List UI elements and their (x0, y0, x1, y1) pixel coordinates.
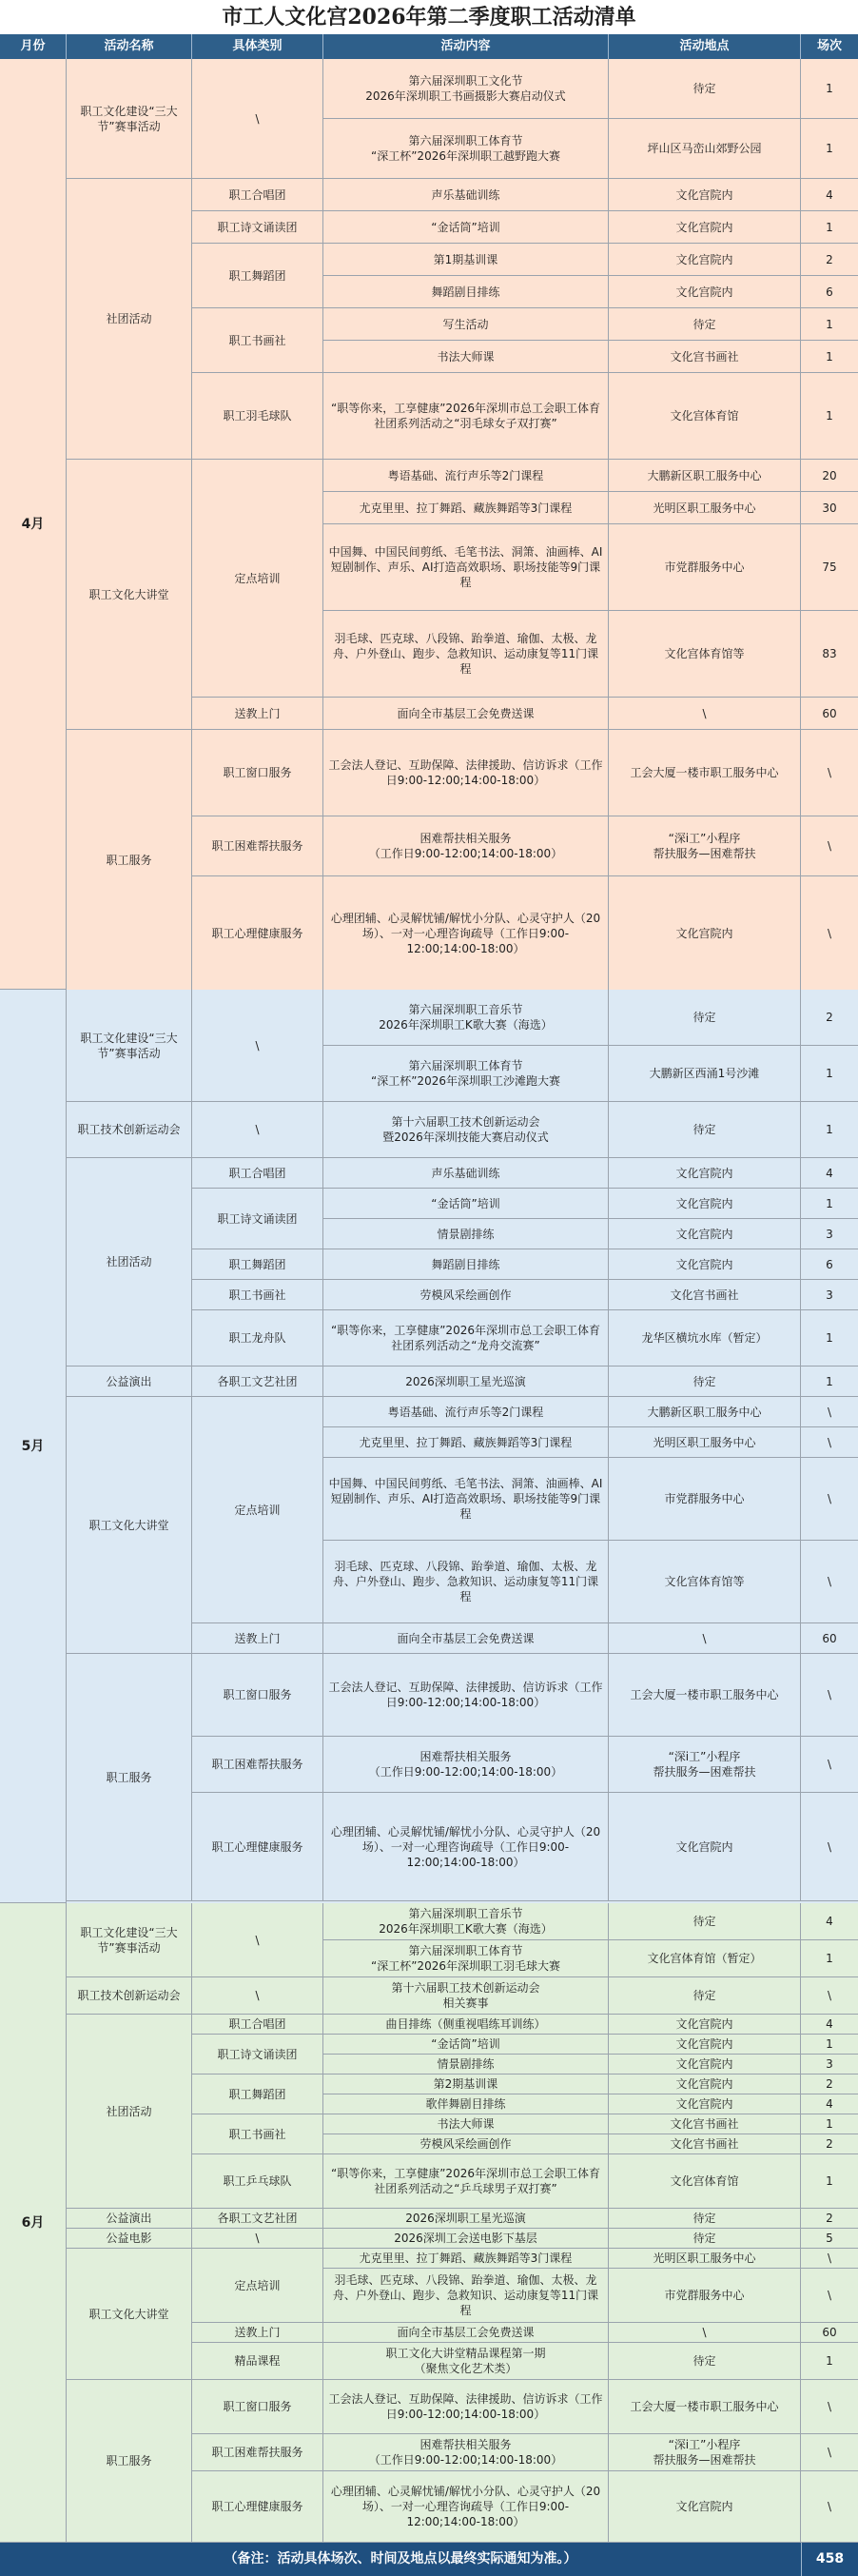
activity-place: 待定 (609, 2229, 801, 2249)
activity-place: \ (609, 698, 801, 730)
session-count: \ (801, 876, 858, 991)
activity-place: 大鹏新区职工服务中心 (609, 460, 801, 492)
activity-category: 送教上门 (192, 1623, 323, 1654)
activity-content: 心理团辅、心灵解忧铺/解忧小分队、心灵守护人（20场）、一对一心理咨询疏导（工作日9:00-12:00;14:00-18:00） (323, 1793, 609, 1901)
session-count: 60 (801, 1623, 858, 1654)
activity-category: 职工龙舟队 (192, 1310, 323, 1367)
activity-place: 文化宫体育馆 (609, 2154, 801, 2209)
activity-place: \ (609, 2323, 801, 2343)
activity-content: 困难帮扶相关服务 （工作日9:00-12:00;14:00-18:00） (323, 816, 609, 876)
activity-content: 第十六届职工技术创新运动会 相关赛事 (323, 1977, 609, 2015)
activity-category: 职工书画社 (192, 1280, 323, 1310)
session-count: \ (801, 1977, 858, 2015)
activity-place: 文化宫院内 (609, 1219, 801, 1249)
activity-place: 光明区职工服务中心 (609, 492, 801, 524)
activity-place: 文化宫院内 (609, 179, 801, 211)
activity-name: 职工文化建设“三大节”赛事活动 (67, 1903, 192, 1977)
session-count: \ (801, 1458, 858, 1541)
activity-name: 职工文化建设“三大节”赛事活动 (67, 59, 192, 179)
activity-category: \ (192, 1102, 323, 1158)
activity-place: 文化宫院内 (609, 876, 801, 991)
activity-name: 社团活动 (67, 179, 192, 460)
activity-category: 职工乒乓球队 (192, 2154, 323, 2209)
activity-content: 书法大师课 (323, 2114, 609, 2134)
activity-place: 市党群服务中心 (609, 1458, 801, 1541)
session-count: 4 (801, 179, 858, 211)
activity-content: 中国舞、中国民间剪纸、毛笔书法、洞箫、油画棒、AI短剧制作、声乐、AI打造高效职场、职场技能等9门课程 (323, 1458, 609, 1541)
activity-content: 书法大师课 (323, 341, 609, 373)
activity-content: 第六届深圳职工音乐节 2026年深圳职工K歌大赛（海选） (323, 990, 609, 1046)
session-count: 6 (801, 1249, 858, 1280)
month-section (0, 1903, 858, 2543)
activity-place: 文化宫体育馆等 (609, 611, 801, 698)
session-count: 5 (801, 2229, 858, 2249)
activity-category: 职工书画社 (192, 2114, 323, 2154)
table-footer (0, 2543, 858, 2576)
activity-place: 文化宫院内 (609, 2015, 801, 2035)
activity-content: 曲目排练（侧重视唱练耳训练） (323, 2015, 609, 2035)
session-count: 1 (801, 2154, 858, 2209)
month-label: 4月 (0, 59, 67, 990)
activity-place: 文化宫院内 (609, 244, 801, 276)
activity-place: 待定 (609, 2343, 801, 2380)
activity-category: 职工困难帮扶服务 (192, 1737, 323, 1793)
activity-place: 文化宫院内 (609, 211, 801, 244)
activity-category: 职工合唱团 (192, 2015, 323, 2035)
session-count: \ (801, 1654, 858, 1737)
activity-place: 待定 (609, 59, 801, 119)
activity-name: 公益演出 (67, 1367, 192, 1397)
activity-content: “职等你来，工享健康”2026年深圳市总工会职工体育社团系列活动之“羽毛球女子双打赛” (323, 373, 609, 460)
activity-content: “金话筒”培训 (323, 1189, 609, 1219)
activity-category: 职工诗文诵读团 (192, 211, 323, 244)
activity-content: “职等你来，工享健康”2026年深圳市总工会职工体育社团系列活动之“龙舟交流赛” (323, 1310, 609, 1367)
activity-place: 文化宫体育馆 (609, 373, 801, 460)
activity-content: 第六届深圳职工体育节 “深工杯”2026年深圳职工沙滩跑大赛 (323, 1046, 609, 1102)
activity-category: 职工心理健康服务 (192, 2471, 323, 2543)
activity-content: 歌伴舞剧目排练 (323, 2094, 609, 2114)
session-count: 1 (801, 308, 858, 341)
session-count: 1 (801, 2343, 858, 2380)
activity-category: \ (192, 1903, 323, 1977)
activity-content: 尤克里里、拉丁舞蹈、藏族舞蹈等3门课程 (323, 2249, 609, 2269)
activity-content: 声乐基础训练 (323, 1158, 609, 1189)
activity-content: 第六届深圳职工体育节 “深工杯”2026年深圳职工羽毛球大赛 (323, 1940, 609, 1977)
activity-place: 大鹏新区西涌1号沙滩 (609, 1046, 801, 1102)
activity-place: 光明区职工服务中心 (609, 2249, 801, 2269)
activity-content: 声乐基础训练 (323, 179, 609, 211)
session-count: 60 (801, 698, 858, 730)
activity-place: 待定 (609, 990, 801, 1046)
activity-place: 文化宫书画社 (609, 1280, 801, 1310)
activity-category: 各职工文艺社团 (192, 2209, 323, 2229)
activity-category: 职工舞蹈团 (192, 1249, 323, 1280)
activity-place: 待定 (609, 2209, 801, 2229)
activity-category: 职工窗口服务 (192, 730, 323, 816)
activity-name: 职工文化大讲堂 (67, 2249, 192, 2380)
activity-category: 职工心理健康服务 (192, 876, 323, 991)
activity-content: 工会法人登记、互助保障、法律援助、信访诉求（工作日9:00-12:00;14:00-18:00） (323, 1654, 609, 1737)
activity-content: 写生活动 (323, 308, 609, 341)
activity-category: 职工困难帮扶服务 (192, 2434, 323, 2471)
activity-category: \ (192, 990, 323, 1102)
session-count: 1 (801, 2035, 858, 2055)
activity-category: 职工心理健康服务 (192, 1793, 323, 1901)
session-count: 3 (801, 1280, 858, 1310)
activity-name: 社团活动 (67, 2015, 192, 2209)
session-count: \ (801, 1541, 858, 1623)
activity-content: 劳模风采绘画创作 (323, 2134, 609, 2154)
activity-content: 第六届深圳职工文化节 2026年深圳职工书画摄影大赛启动仪式 (323, 59, 609, 119)
activity-place: 文化宫体育馆（暂定） (609, 1940, 801, 1977)
activity-content: 尤克里里、拉丁舞蹈、藏族舞蹈等3门课程 (323, 1427, 609, 1458)
activity-category: 职工书画社 (192, 308, 323, 373)
activity-category: 各职工文艺社团 (192, 1367, 323, 1397)
activity-name: 职工技术创新运动会 (67, 1977, 192, 2015)
activity-category: 送教上门 (192, 698, 323, 730)
session-count: 2 (801, 2075, 858, 2094)
session-count: 75 (801, 524, 858, 611)
activity-category: 职工合唱团 (192, 1158, 323, 1189)
activity-place: 工会大厦一楼市职工服务中心 (609, 2380, 801, 2434)
session-count: 1 (801, 211, 858, 244)
session-count: 1 (801, 59, 858, 119)
activity-content: 舞蹈剧目排练 (323, 276, 609, 308)
activity-category: 精品课程 (192, 2343, 323, 2380)
header-activity: 活动名称 (67, 34, 192, 59)
month-label: 5月 (0, 990, 67, 1903)
activity-content: 粤语基础、流行声乐等2门课程 (323, 460, 609, 492)
session-count: \ (801, 1737, 858, 1793)
activity-content: 舞蹈剧目排练 (323, 1249, 609, 1280)
activity-content: 粤语基础、流行声乐等2门课程 (323, 1397, 609, 1427)
session-count: 30 (801, 492, 858, 524)
activity-category: 职工舞蹈团 (192, 244, 323, 308)
session-count: 3 (801, 1219, 858, 1249)
session-count: 1 (801, 341, 858, 373)
activity-category: 职工诗文诵读团 (192, 2035, 323, 2075)
activity-content: 职工文化大讲堂精品课程第一期 （聚焦文化艺术类） (323, 2343, 609, 2380)
table-header (0, 34, 858, 59)
session-count: 6 (801, 276, 858, 308)
session-count: \ (801, 2380, 858, 2434)
activity-content: 面向全市基层工会免费送课 (323, 698, 609, 730)
activity-place: 工会大厦一楼市职工服务中心 (609, 1654, 801, 1737)
activity-category: 定点培训 (192, 2249, 323, 2323)
session-count: 83 (801, 611, 858, 698)
activity-place: 文化宫院内 (609, 2094, 801, 2114)
activity-category: 职工合唱团 (192, 179, 323, 211)
activity-content: 面向全市基层工会免费送课 (323, 1623, 609, 1654)
session-count: 4 (801, 1903, 858, 1940)
activity-place: 文化宫书画社 (609, 2114, 801, 2134)
activity-name: 公益演出 (67, 2209, 192, 2229)
total-count: 458 (801, 2543, 858, 2576)
activity-content: 第六届深圳职工体育节 “深工杯”2026年深圳职工越野跑大赛 (323, 119, 609, 179)
session-count: 1 (801, 1367, 858, 1397)
month-label: 6月 (0, 1903, 67, 2543)
activity-name: 职工文化大讲堂 (67, 460, 192, 730)
activity-content: 劳模风采绘画创作 (323, 1280, 609, 1310)
activity-content: 情景剧排练 (323, 2055, 609, 2075)
activity-place: 待定 (609, 1977, 801, 2015)
activity-name: 社团活动 (67, 1158, 192, 1367)
activity-place: 市党群服务中心 (609, 2269, 801, 2323)
header-content: 活动内容 (323, 34, 609, 59)
activity-name: 公益电影 (67, 2229, 192, 2249)
activity-category: 职工窗口服务 (192, 1654, 323, 1737)
activity-content: “职等你来，工享健康”2026年深圳市总工会职工体育社团系列活动之“乒乓球男子双打赛” (323, 2154, 609, 2209)
session-count: \ (801, 1793, 858, 1901)
session-count: \ (801, 730, 858, 816)
activity-content: 羽毛球、匹克球、八段锦、跆拳道、瑜伽、太极、龙舟、户外登山、跑步、急救知识、运动康复等11门课程 (323, 2269, 609, 2323)
activity-content: 工会法人登记、互助保障、法律援助、信访诉求（工作日9:00-12:00;14:00-18:00） (323, 730, 609, 816)
activity-place: 待定 (609, 1102, 801, 1158)
activity-content: 羽毛球、匹克球、八段锦、跆拳道、瑜伽、太极、龙舟、户外登山、跑步、急救知识、运动康复等11门课程 (323, 1541, 609, 1623)
activity-place: 文化宫书画社 (609, 2134, 801, 2154)
session-count: 4 (801, 1158, 858, 1189)
month-section (0, 990, 858, 1903)
activity-content: 2026深圳工会送电影下基层 (323, 2229, 609, 2249)
session-count: \ (801, 1397, 858, 1427)
activity-content: 困难帮扶相关服务 （工作日9:00-12:00;14:00-18:00） (323, 1737, 609, 1793)
activity-place: 文化宫院内 (609, 2035, 801, 2055)
activity-category: 定点培训 (192, 1397, 323, 1623)
activity-place: 文化宫院内 (609, 1158, 801, 1189)
activity-content: 2026深圳职工星光巡演 (323, 2209, 609, 2229)
activity-place: 文化宫院内 (609, 1249, 801, 1280)
activity-category: 职工困难帮扶服务 (192, 816, 323, 876)
activity-place: 文化宫院内 (609, 2055, 801, 2075)
activity-content: 第六届深圳职工音乐节 2026年深圳职工K歌大赛（海选） (323, 1903, 609, 1940)
activity-category: 送教上门 (192, 2323, 323, 2343)
session-count: 2 (801, 2134, 858, 2154)
activity-place: 文化宫院内 (609, 2075, 801, 2094)
activity-content: 第1期基训课 (323, 244, 609, 276)
session-count: 4 (801, 2094, 858, 2114)
activity-content: 2026深圳职工星光巡演 (323, 1367, 609, 1397)
header-month: 月份 (0, 34, 67, 59)
activity-category: 职工舞蹈团 (192, 2075, 323, 2114)
session-count: 2 (801, 244, 858, 276)
activity-category: \ (192, 1977, 323, 2015)
session-count: \ (801, 2434, 858, 2471)
activity-place: 文化宫院内 (609, 276, 801, 308)
activity-place: 文化宫院内 (609, 2471, 801, 2543)
activity-place: 坪山区马峦山郊野公园 (609, 119, 801, 179)
activity-content: 困难帮扶相关服务 （工作日9:00-12:00;14:00-18:00） (323, 2434, 609, 2471)
activity-name: 职工文化建设“三大节”赛事活动 (67, 990, 192, 1102)
activity-place: 大鹏新区职工服务中心 (609, 1397, 801, 1427)
activity-place: 工会大厦一楼市职工服务中心 (609, 730, 801, 816)
activity-name: 职工服务 (67, 2380, 192, 2543)
activity-place: 文化宫院内 (609, 1793, 801, 1901)
activity-place: “深i工”小程序 帮扶服务—困难帮扶 (609, 1737, 801, 1793)
session-count: \ (801, 1427, 858, 1458)
activity-category: 职工窗口服务 (192, 2380, 323, 2434)
activity-category: 定点培训 (192, 460, 323, 698)
activity-place: 文化宫院内 (609, 1189, 801, 1219)
activity-content: 面向全市基层工会免费送课 (323, 2323, 609, 2343)
session-count: \ (801, 2249, 858, 2269)
activity-place: 待定 (609, 308, 801, 341)
activity-place: 龙华区横坑水库（暂定） (609, 1310, 801, 1367)
page-title: 市工人文化宫2026年第二季度职工活动清单 (0, 0, 858, 35)
header-count: 场次 (816, 39, 842, 53)
activity-place: 光明区职工服务中心 (609, 1427, 801, 1458)
activity-content: 心理团辅、心灵解忧铺/解忧小分队、心灵守护人（20场）、一对一心理咨询疏导（工作日9:00-12:00;14:00-18:00） (323, 876, 609, 991)
session-count: 1 (801, 373, 858, 460)
session-count: 1 (801, 1189, 858, 1219)
activity-content: 中国舞、中国民间剪纸、毛笔书法、洞箫、油画棒、AI短剧制作、声乐、AI打造高效职场、职场技能等9门课程 (323, 524, 609, 611)
activity-name: 职工服务 (67, 730, 192, 991)
activity-place: 待定 (609, 1903, 801, 1940)
session-count: \ (801, 2269, 858, 2323)
activity-name: 职工技术创新运动会 (67, 1102, 192, 1158)
session-count: \ (801, 2471, 858, 2543)
activity-name: 职工服务 (67, 1654, 192, 1901)
session-count: 2 (801, 2209, 858, 2229)
session-count: 60 (801, 2323, 858, 2343)
activity-content: 第2期基训课 (323, 2075, 609, 2094)
session-count: 1 (801, 119, 858, 179)
activity-content: “金话筒”培训 (323, 2035, 609, 2055)
activity-place: \ (609, 1623, 801, 1654)
activity-place: 市党群服务中心 (609, 524, 801, 611)
activity-content: “金话筒”培训 (323, 211, 609, 244)
header-category: 具体类别 (192, 34, 323, 59)
session-count: 3 (801, 2055, 858, 2075)
session-count: 1 (801, 1940, 858, 1977)
session-count: 4 (801, 2015, 858, 2035)
activity-category: 职工诗文诵读团 (192, 1189, 323, 1249)
session-count: 1 (801, 1310, 858, 1367)
activity-content: 羽毛球、匹克球、八段锦、跆拳道、瑜伽、太极、龙舟、户外登山、跑步、急救知识、运动康复等11门课程 (323, 611, 609, 698)
activity-place: 文化宫书画社 (609, 341, 801, 373)
session-count: 1 (801, 1046, 858, 1102)
month-section (0, 59, 858, 990)
activity-place: “深i工”小程序 帮扶服务—困难帮扶 (609, 816, 801, 876)
activity-place: “深i工”小程序 帮扶服务—困难帮扶 (609, 2434, 801, 2471)
header-place: 活动地点 (609, 34, 801, 59)
session-count: 20 (801, 460, 858, 492)
activity-content: 第十六届职工技术创新运动会 暨2026年深圳技能大赛启动仪式 (323, 1102, 609, 1158)
activity-content: 尤克里里、拉丁舞蹈、藏族舞蹈等3门课程 (323, 492, 609, 524)
activity-place: 文化宫体育馆等 (609, 1541, 801, 1623)
session-count: 1 (801, 2114, 858, 2134)
footer-note: （备注：活动具体场次、时间及地点以最终实际通知为准。） (224, 2551, 577, 2566)
activity-content: 工会法人登记、互助保障、法律援助、信访诉求（工作日9:00-12:00;14:00-18:00） (323, 2380, 609, 2434)
activity-category: \ (192, 2229, 323, 2249)
activity-content: 心理团辅、心灵解忧铺/解忧小分队、心灵守护人（20场）、一对一心理咨询疏导（工作日9:00-12:00;14:00-18:00） (323, 2471, 609, 2543)
activity-name: 职工文化大讲堂 (67, 1397, 192, 1654)
session-count: 2 (801, 990, 858, 1046)
session-count: \ (801, 816, 858, 876)
activity-content: 情景剧排练 (323, 1219, 609, 1249)
activity-category: \ (192, 59, 323, 179)
activity-category: 职工羽毛球队 (192, 373, 323, 460)
session-count: 1 (801, 1102, 858, 1158)
activity-place: 待定 (609, 1367, 801, 1397)
